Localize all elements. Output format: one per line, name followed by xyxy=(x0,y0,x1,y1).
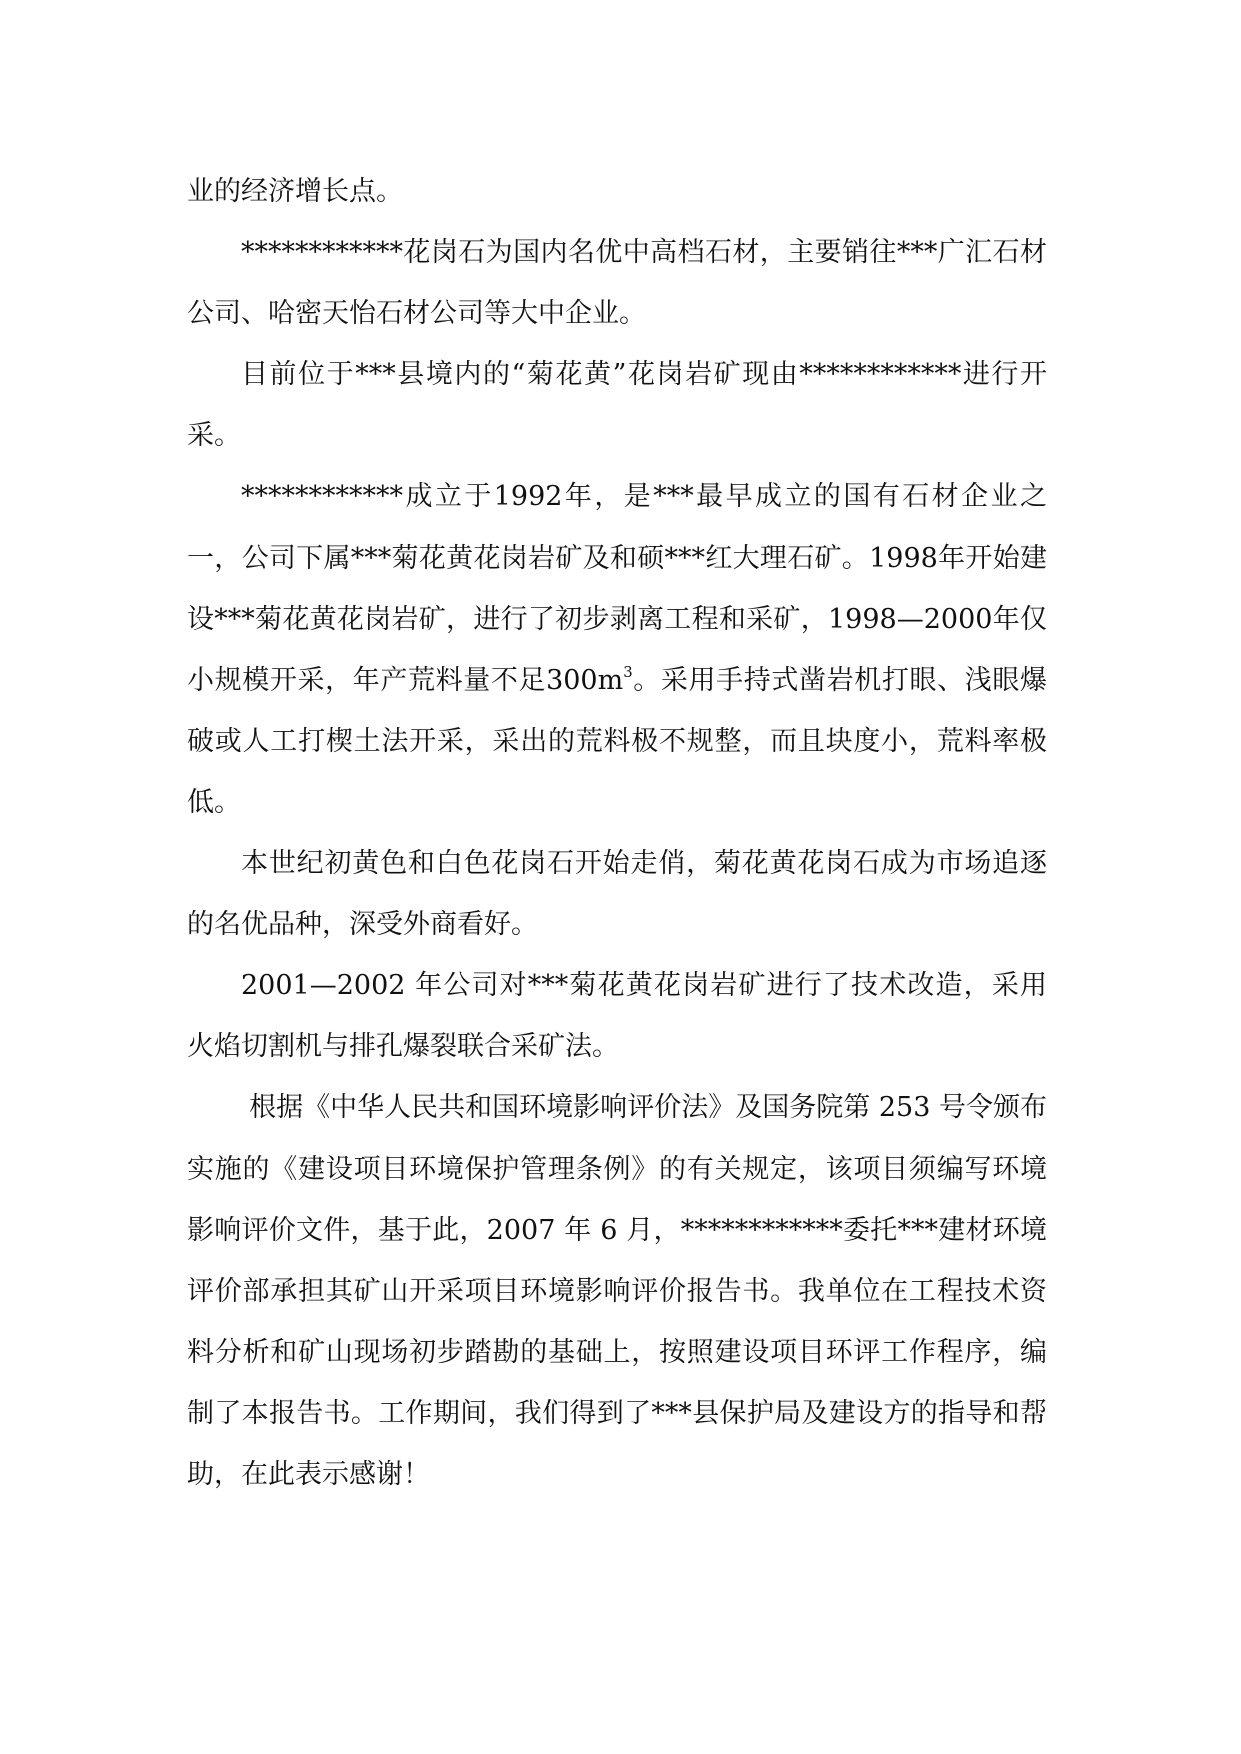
paragraph-granite-sales: ************花岗石为国内名优中高档石材，主要销往***广汇石材公司、哈密天怡石材公司等大中企业。 xyxy=(187,237,1047,330)
cubic-superscript: 3 xyxy=(623,662,633,681)
paragraph-continuation: 业的经济增长点。 xyxy=(187,176,403,207)
paragraph-technical-upgrade: 2001—2002 年公司对***菊花黄花岗岩矿进行了技术改造，采用火焰切割机与排孔爆裂联合采矿法。 xyxy=(187,970,1047,1063)
paragraph-legal-basis: 根据《中华人民共和国环境影响评价法》及国务院第 253 号令颁布实施的《建设项目环境保护管理条例》的有关规定，该项目须编写环境影响评价文件，基于此，2007 年 6 月，************委托***建材环境评价部承担其矿山开采项目环境影响评价报告书。我单位在工程技术资料分析和矿山现场初步踏勘的基础上，按照建设项目环评工作程序，编制了本报告书。工作期间，我们得到了***县保护局及建设方的指导和帮助，在此表示感谢！ xyxy=(187,1092,1047,1490)
company-history-text-continued: 。采用手持式凿岩机打眼、浅眼爆破或人工打楔土法开采，采出的荒料极不规整，而且块度小，荒料率极低。 xyxy=(187,664,1047,818)
paragraph-company-history xyxy=(187,466,1047,833)
company-history-text: ************成立于1992年，是***最早成立的国有石材企业之一，公司下属***菊花黄花岗岩矿及和硕***红大理石矿。1998年开始建设***菊花黄花岗岩矿，进行了初步剥离工程和采矿，1998—2000年仅小规模开采，年产荒料量不足300m xyxy=(187,481,1047,696)
paragraph-market-trend: 本世纪初黄色和白色花岗石开始走俏，菊花黄花岗石成为市场追逐的名优品种，深受外商看好。 xyxy=(187,848,1047,941)
body-text xyxy=(187,161,1047,1505)
paragraph-mine-operator: 目前位于***县境内的“菊花黄”花岗岩矿现由************进行开采。 xyxy=(187,359,1047,452)
